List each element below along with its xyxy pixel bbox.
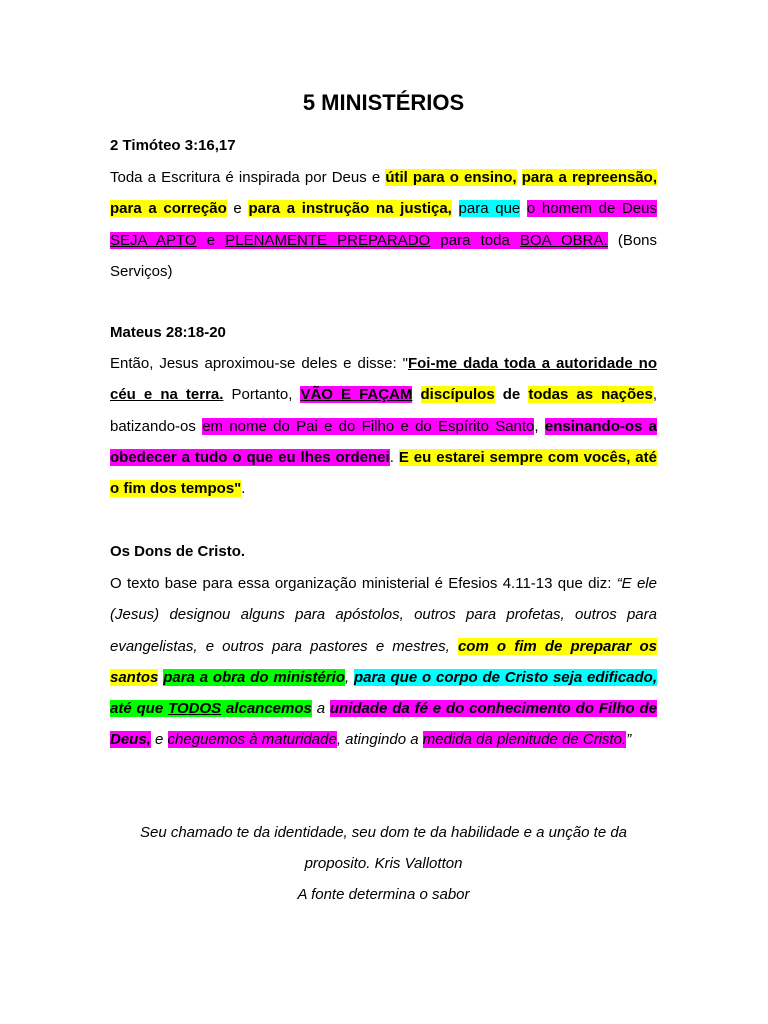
s3-highlight-plenitude: medida da plenitude de Cristo. [422, 731, 627, 749]
s1-homem-text: o homem de Deus [526, 200, 657, 218]
closing-quote: Seu chamado te da identidade, seu dom te da habilidade e a unção te da proposito. Kris Vallotton [139, 824, 628, 872]
s1-highlight-correcao: para a correção [110, 200, 227, 218]
s1-bons-servicos: (Bons Serviços) [110, 231, 658, 280]
s1-para-toda: para toda [430, 231, 520, 249]
s2-space [412, 386, 420, 403]
s2-comma: , [534, 417, 545, 435]
s1-highlight-instrucao: para a instrução na justiça, [248, 200, 452, 218]
s1-text-e: e [226, 200, 249, 218]
section-2-paragraph [110, 348, 657, 504]
s3-highlight-maturidade: cheguemos à maturidade [167, 731, 337, 749]
s2-de: de [494, 386, 529, 404]
s2-period: . [389, 448, 399, 466]
s2-highlight-vao-e-facam: VÃO E FAÇAM [300, 386, 413, 404]
s3-a: a [311, 700, 330, 718]
s3-todos: TODOS [168, 700, 222, 718]
section-2-reference: Mateus 28:18-20 [110, 324, 226, 341]
s2-batizando: , batizando-os [110, 386, 658, 435]
s1-space [520, 200, 527, 217]
s2-highlight-todas-as-nacoes: todas as nações [528, 386, 653, 404]
s3-highlight-preparar: com o fim de preparar os santos [110, 637, 657, 686]
s1-space [517, 169, 522, 186]
section-3-reference: Os Dons de Cristo. [110, 543, 246, 560]
s2-period-end: . [241, 480, 246, 498]
s2-highlight-em-nome: em nome do Pai e do Filho e do Espírito Santo [202, 417, 535, 435]
s1-space [452, 200, 459, 217]
s1-text: Toda a Escritura é inspirada por Deus e [110, 169, 386, 186]
s1-plenamente-preparado: PLENAMENTE PREPARADO [225, 231, 431, 249]
s2-highlight-estarei: E eu estarei sempre com vocês, até o fim dos tempos" [110, 448, 657, 498]
s2-text: Então, Jesus aproximou-se deles e disse: " [110, 355, 408, 372]
s3-highlight-corpo-de-cristo: para que o corpo de Cristo seja edificado, [354, 668, 657, 686]
s3-quote-start: “E ele (Jesus) designou alguns para apóstolos, outros para profetas, outros para evangelistas, e outros para pastores e mestres, [110, 575, 657, 655]
s3-alcancemos: alcancemos [221, 700, 312, 718]
section-1-paragraph [110, 162, 657, 287]
s3-e: e [150, 731, 168, 749]
s1-highlight-ensino: útil para o ensino, [385, 169, 517, 186]
closing-tagline: A fonte determina o sabor [297, 886, 470, 903]
s1-highlight-para-que: para que [458, 200, 521, 218]
s3-highlight-unidade: unidade da fé e do conhecimento do Filho de Deus, [110, 700, 657, 749]
s3-comma: , [345, 668, 355, 686]
s2-portanto: Portanto, [223, 386, 301, 404]
s3-text: O texto base para essa organização ministerial é Efesios 4.11-13 que diz: [110, 575, 617, 592]
s3-ate-que: até que [110, 700, 169, 718]
s1-homem-e: e [196, 231, 226, 249]
s1-highlight-repreensao: para a repreensão, [521, 169, 658, 186]
section-1-reference: 2 Timóteo 3:16,17 [110, 137, 236, 154]
s2-highlight-discipulos: discípulos [420, 386, 495, 404]
s3-highlight-ate-que-todos [110, 700, 312, 717]
s2-autoridade: Foi-me dada toda a autoridade no céu e na terra. [110, 355, 658, 404]
s1-seja-apto: SEJA APTO [110, 231, 197, 249]
s3-highlight-ministerio: para a obra do ministério [163, 668, 346, 686]
s1-boa-obra: BOA OBRA. [519, 231, 608, 249]
s3-quote-end: ” [626, 731, 632, 749]
s2-highlight-ensinando: ensinando-os a obedecer a tudo o que eu lhes ordenei [110, 417, 658, 466]
page-title: 5 MINISTÉRIOS [302, 90, 465, 115]
s3-atingindo: , atingindo a [336, 731, 423, 749]
section-3-paragraph [110, 568, 657, 756]
